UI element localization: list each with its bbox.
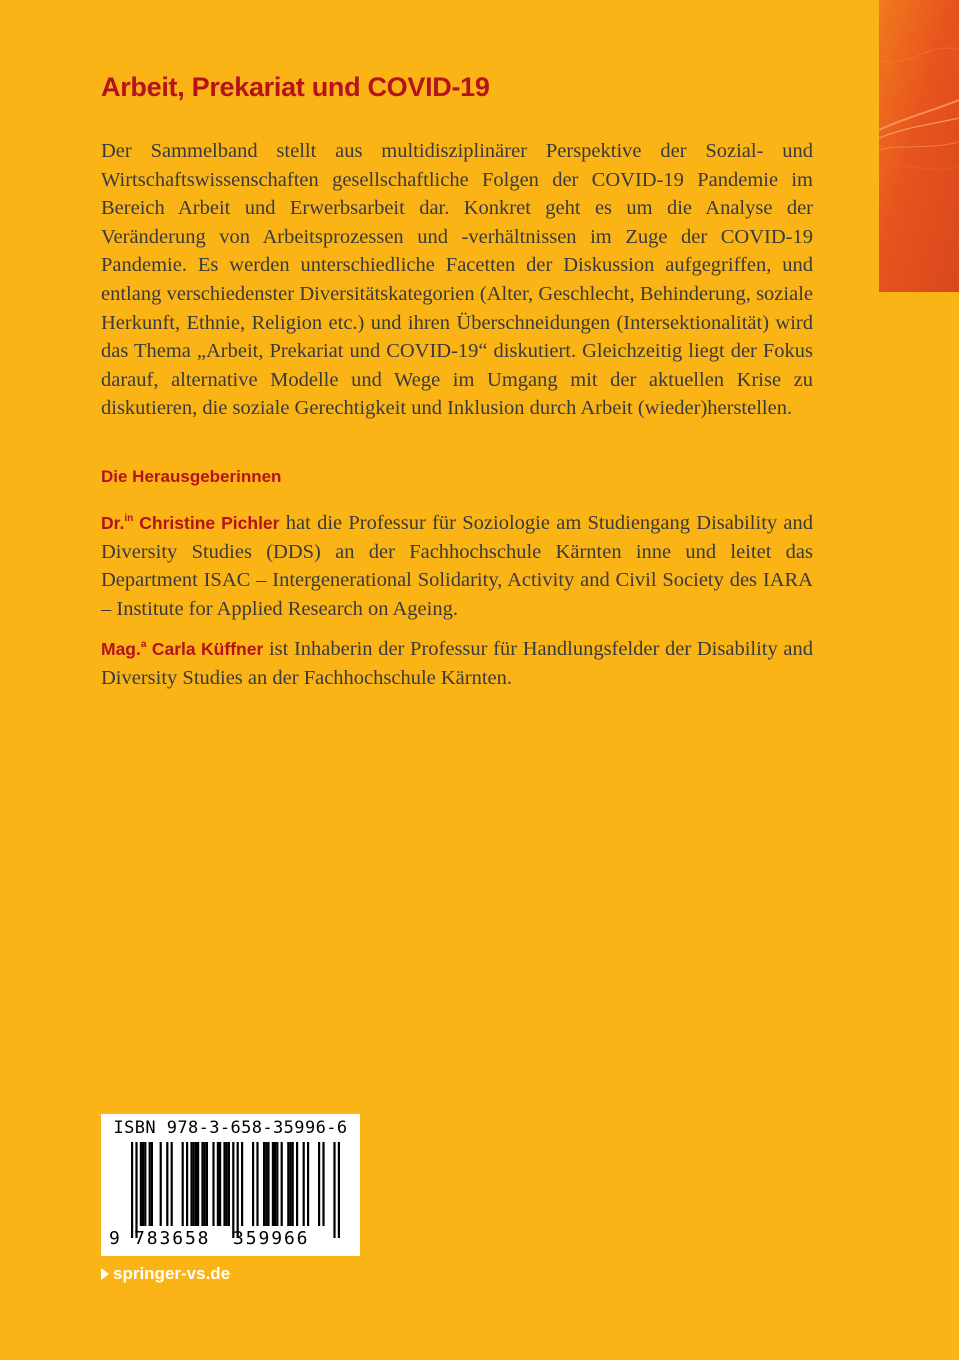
barcode-bar [151, 1142, 153, 1226]
barcode-bar [217, 1142, 219, 1226]
barcode-guard-bar [131, 1142, 133, 1238]
isbn-barcode [101, 1114, 360, 1256]
barcode-bar [204, 1142, 206, 1226]
barcode-bar [193, 1142, 195, 1226]
barcode-bar [223, 1142, 225, 1226]
editor-bio-text: ist Inhaberin der Professur für Handlungsfelder der Disability and Diversity Studies an der Fachhochschule Kärnten. [101, 638, 813, 689]
barcode-bar [307, 1142, 309, 1226]
editor-name-kueffner: Mag.$^a$ Carla Küffner [101, 639, 264, 659]
play-arrow-icon [101, 1268, 109, 1280]
barcode-guard-bar [333, 1142, 335, 1238]
barcode-bar [263, 1142, 265, 1226]
barcode-guard-bar [338, 1142, 340, 1238]
barcode-bar [144, 1142, 146, 1226]
barcode-bar [160, 1142, 162, 1226]
book-title: Arbeit, Prekariat und COVID-19 [101, 72, 490, 102]
barcode-bar [272, 1142, 274, 1226]
barcode-bar [292, 1142, 294, 1226]
book-description: Der Sammelband stellt aus multidisziplinärer Perspektive der Sozial- und Wirtschaftswissenschaften gesellschaftliche Folgen der COVID-19 Pandemie im Bereich Arbeit und Erwerbsarbeit dar. Konkret geht es um die Analyse der Veränderung von Arbeitsprozessen und -verhältnissen im Zuge der COVID-19 Pandemie. Es werden unterschiedliche Facetten der Diskussion aufgegriffen, und entlang verschiedenster Diversitätskategorien (Alter, Geschlecht, Behinderung, soziale Herkunft, Ethnie, Religion etc.) und ihren Überschneidungen (Intersektionalität) wird das Thema „Arbeit, Prekariat und COVID-19“ diskutiert. Gleichzeitig liegt der Fokus darauf, alternative Modelle und Wege im Umgang mit der aktuellen Krise zu diskutieren, die soziale Gerechtigkeit und Inklusion durch Arbeit (wieder)herstellen. [101, 140, 813, 420]
barcode-digits-left: 783658 [134, 1228, 211, 1249]
publisher-website-link[interactable] [101, 1264, 230, 1284]
barcode-bar [228, 1142, 230, 1226]
barcode-bar [149, 1142, 151, 1226]
barcode-bar [241, 1142, 243, 1226]
barcode-bar [322, 1142, 324, 1226]
barcode-bar [318, 1142, 320, 1226]
barcode-bar [186, 1142, 188, 1226]
barcode-bar [303, 1142, 305, 1226]
barcode-bar [226, 1142, 228, 1226]
barcode-bar [182, 1142, 184, 1226]
barcode-bar [195, 1142, 197, 1226]
editor-bio-pichler [101, 509, 813, 623]
barcode-digits-right: 359966 [233, 1228, 310, 1249]
barcode-bar [140, 1142, 142, 1226]
barcode-bar [287, 1142, 289, 1226]
editors-heading: Die Herausgeberinnen [101, 467, 282, 486]
isbn-label: ISBN 978-3-658-35996-6 [113, 1118, 348, 1138]
barcode-bar [212, 1142, 214, 1226]
barcode-bar [265, 1142, 267, 1226]
barcode-bar [206, 1142, 208, 1226]
barcode-bar [274, 1142, 276, 1226]
barcode-bar [252, 1142, 254, 1226]
barcode-guard-bar [237, 1142, 239, 1238]
cover-corner-graphic [879, 0, 959, 292]
barcode-bar [171, 1142, 173, 1226]
barcode-bar [289, 1142, 291, 1226]
barcode-bar [256, 1142, 258, 1226]
editor-bio-kueffner [101, 635, 813, 692]
barcode-bars [101, 1142, 360, 1240]
barcode-bar [296, 1142, 298, 1226]
barcode-guard-bar [135, 1142, 137, 1238]
editor-name-pichler: Dr.$^{in}$ Christine Pichler [101, 513, 280, 533]
barcode-bar [219, 1142, 221, 1226]
barcode-bar [197, 1142, 199, 1226]
barcode-bar [267, 1142, 269, 1226]
barcode-bar [201, 1142, 203, 1226]
barcode-bar [281, 1142, 283, 1226]
barcode-bar [166, 1142, 168, 1226]
barcode-bar [142, 1142, 144, 1226]
barcode-digits [101, 1228, 360, 1254]
barcode-guard-bar [232, 1142, 234, 1238]
editor-bio-text: hat die Professur für Soziologie am Studiengang Disability and Diversity Studies (DDS) an der Fachhochschule Kärnten inne und leitet das Department ISAC – Intergenerational Solidarity, Activity and Civil Society des IARA – Institute for Applied Research on Ageing. [101, 512, 814, 620]
barcode-bar [276, 1142, 278, 1226]
barcode-digit-first: 9 [109, 1228, 120, 1249]
publisher-website-text: springer-vs.de [113, 1264, 231, 1283]
barcode-bar [190, 1142, 192, 1226]
